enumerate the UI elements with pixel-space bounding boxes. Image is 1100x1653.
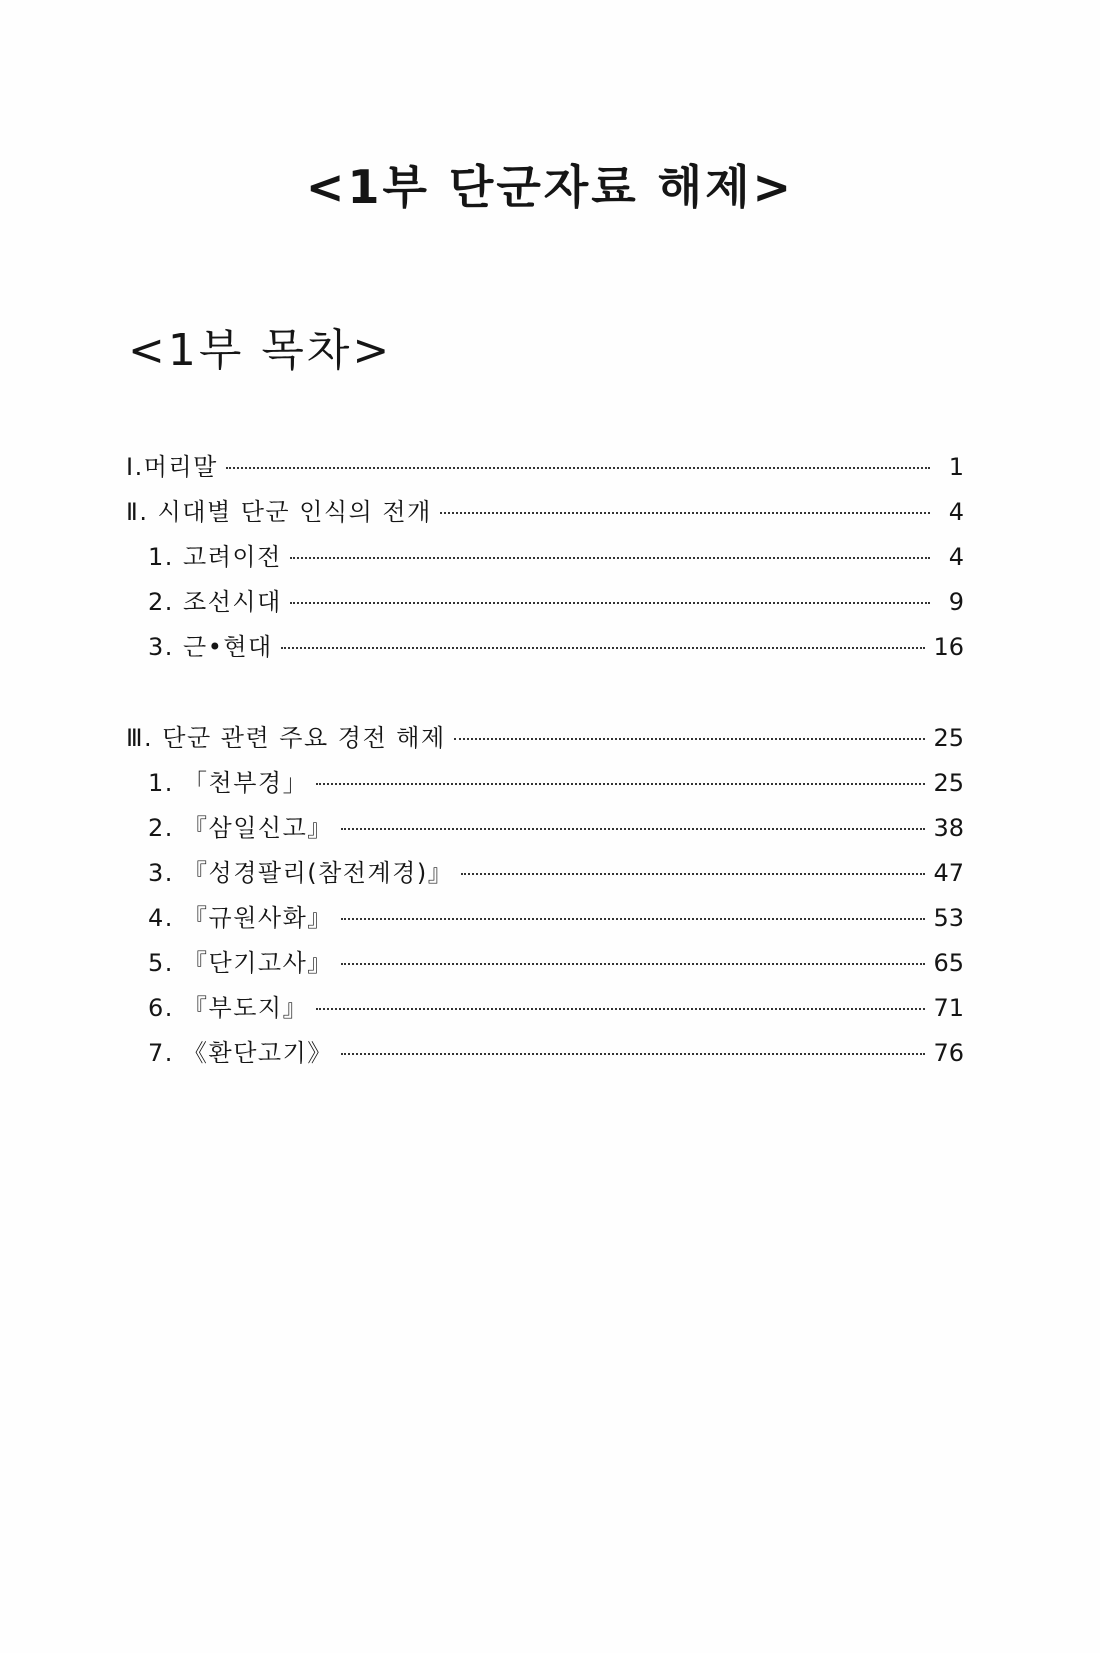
- toc-dot-leader: [341, 963, 926, 965]
- toc-entry-page-number: 1: [948, 453, 964, 481]
- page-title: <1부 단군자료 해제>: [305, 160, 795, 214]
- toc-entry-label: 3. 『성경팔리(참전계경)』: [148, 859, 454, 887]
- toc-entry-page-number: 25: [933, 769, 964, 797]
- toc-entry-label: 6. 『부도지』: [148, 994, 309, 1022]
- toc-entry-label: 5. 『단기고사』: [148, 949, 333, 977]
- toc-entry: [126, 716, 964, 761]
- toc-entry-page-number: 4: [948, 543, 964, 571]
- toc-entry: [126, 535, 964, 580]
- toc-entry-page-number: 71: [933, 994, 964, 1022]
- toc-entry-label: 2. 『삼일신고』: [148, 814, 333, 842]
- toc-entry: [126, 490, 964, 535]
- toc-entry-label: 3. 근•현대: [148, 633, 273, 661]
- toc-entry-page-number: 65: [933, 949, 964, 977]
- toc-entry-page-number: 38: [933, 814, 964, 842]
- toc-entry-label: 1. 「천부경」: [148, 769, 309, 797]
- toc-dot-leader: [281, 647, 926, 649]
- toc-dot-leader: [454, 738, 926, 740]
- toc-dot-leader: [461, 873, 925, 875]
- toc-entry-label: 4. 『규원사화』: [148, 904, 333, 932]
- toc-entry-page-number: 4: [948, 498, 964, 526]
- toc-entry: [126, 761, 964, 806]
- toc-entry-label: 2. 조선시대: [148, 588, 282, 616]
- toc-dot-leader: [316, 783, 925, 785]
- toc-entry-page-number: 16: [933, 633, 964, 661]
- toc-entry-page-number: 9: [948, 588, 964, 616]
- toc-entry: [126, 896, 964, 941]
- toc-dot-leader: [341, 918, 926, 920]
- table-of-contents: [126, 445, 964, 1076]
- toc-dot-leader: [440, 512, 930, 514]
- toc-dot-leader: [226, 467, 930, 469]
- toc-heading: <1부 목차>: [128, 325, 393, 376]
- toc-entry: [126, 580, 964, 625]
- toc-entry: [126, 941, 964, 986]
- toc-dot-leader: [290, 602, 930, 604]
- toc-entry-page-number: 53: [933, 904, 964, 932]
- toc-entry: [126, 806, 964, 851]
- toc-entry-label: Ⅰ.머리말: [126, 453, 218, 481]
- toc-dot-leader: [341, 1053, 926, 1055]
- toc-entry: [126, 851, 964, 896]
- toc-entry: [126, 986, 964, 1031]
- toc-dot-leader: [316, 1008, 925, 1010]
- toc-entry-page-number: 25: [933, 724, 964, 752]
- toc-entry: [126, 445, 964, 490]
- toc-entry-label: 1. 고려이전: [148, 543, 282, 571]
- toc-entry-label: Ⅱ. 시대별 단군 인식의 전개: [126, 498, 432, 526]
- toc-dot-leader: [341, 828, 926, 830]
- toc-entry-page-number: 47: [933, 859, 964, 887]
- toc-dot-leader: [290, 557, 930, 559]
- toc-entry-label: 7. 《환단고기》: [148, 1039, 333, 1067]
- toc-entry: [126, 625, 964, 670]
- toc-entry-page-number: 76: [933, 1039, 964, 1067]
- toc-entry-label: Ⅲ. 단군 관련 주요 경전 해제: [126, 724, 446, 752]
- toc-entry: [126, 1031, 964, 1076]
